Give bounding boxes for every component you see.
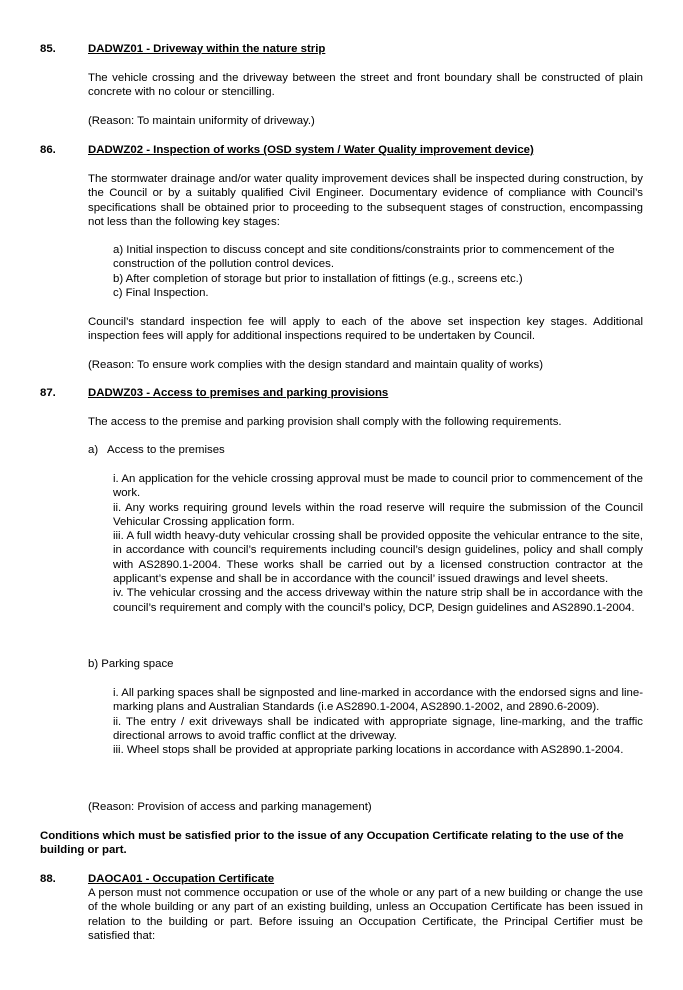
- condition-86-fee-note: Council’s standard inspection fee will apply to each of the above set inspection key stages. Additional inspection fees will apply for additional inspections required to be undertaken by Council.: [88, 316, 643, 343]
- condition-number: 88.: [40, 873, 56, 885]
- condition-86-reason: (Reason: To ensure work complies with the design standard and maintain quality of works): [88, 359, 544, 371]
- list-item: c) Final Inspection.: [113, 286, 209, 299]
- condition-number: 86.: [40, 144, 56, 156]
- section-b-label: b) Parking space: [88, 658, 174, 670]
- condition-title: DADWZ03 - Access to premises and parking provisions: [88, 387, 389, 399]
- list-item: b) After completion of storage but prior to installation of fittings (e.g., screens etc.): [113, 272, 523, 285]
- section-a-label: a) Access to the premises: [88, 444, 225, 456]
- list-item: ii. Any works requiring ground levels within the road reserve will require the submission of the Council Vehicular Crossing application form.: [113, 501, 643, 528]
- condition-85-reason: (Reason: To maintain uniformity of driveway.): [88, 115, 315, 127]
- condition-85-body: The vehicle crossing and the driveway between the street and front boundary shall be constructed of plain concrete with no colour or stencilling.: [88, 72, 643, 99]
- occupation-section-heading: Conditions which must be satisfied prior to the issue of any Occupation Certificate relating to the use of the building or part.: [40, 830, 624, 857]
- condition-number: 87.: [40, 387, 56, 399]
- condition-number: 85.: [40, 43, 56, 55]
- section-b-list: [113, 686, 643, 757]
- condition-title: DADWZ01 - Driveway within the nature strip: [88, 43, 326, 55]
- condition-title: DADWZ02 - Inspection of works (OSD system / Water Quality improvement device): [88, 144, 534, 156]
- list-item: a) Initial inspection to discuss concept and site conditions/constraints prior to commencement of the construction of the pollution control devices.: [113, 244, 615, 271]
- condition-87-reason: (Reason: Provision of access and parking management): [88, 801, 372, 813]
- list-item: i. All parking spaces shall be signposted and line-marked in accordance with the endorsed signs and line-marking plans and Australian Standards (i.e AS2890.1-2004, AS2890.1-2002, and 2890.6-2009).: [113, 687, 643, 714]
- condition-87-intro: The access to the premise and parking provision shall comply with the following requirements.: [88, 416, 562, 428]
- section-a-list: [113, 472, 643, 615]
- condition-86-body: The stormwater drainage and/or water quality improvement devices shall be inspected during construction, by the Council or by a suitably qualified Civil Engineer. Documentary evidence of compliance with Council’s specifications shall be obtained prior to proceeding to the subsequent stages of construction, encompassing not less than the following key stages:: [88, 173, 643, 228]
- list-item: iii. Wheel stops shall be provided at appropriate parking locations in accordance with AS2890.1-2004.: [113, 744, 624, 757]
- list-item: iii. A full width heavy-duty vehicular crossing shall be provided opposite the vehicular entrance to the site, in accordance with council’s requirements including council’s design guidelines, policy and shall comply with AS2890.1-2004. These works shall be carried out by a licensed construction contractor at the applicant’s expense and shall be in accordance with the council’ issued drawings and level sheets.: [113, 530, 643, 586]
- list-item: iv. The vehicular crossing and the access driveway within the nature strip shall be in accordance with the council’s requirement and comply with the council’s policy, DCP, Design guidelines and AS2890.1-2004.: [113, 587, 643, 614]
- condition-88-body: A person must not commence occupation or use of the whole or any part of a new building or change the use of the whole building or any part of an existing building, unless an Occupation Certificate has been issued in relation to the building or part. Before issuing an Occupation Certificate, the Principal Certifier must be satisfied that:: [88, 887, 643, 942]
- condition-title: DAOCA01 - Occupation Certificate: [88, 873, 275, 885]
- inspection-stages-list: [113, 243, 643, 300]
- list-item: i. An application for the vehicle crossing approval must be made to council prior to commencement of the work.: [113, 473, 643, 500]
- list-item: ii. The entry / exit driveways shall be indicated with appropriate signage, line-marking, and the traffic directional arrows to avoid traffic conflict at the driveway.: [113, 715, 643, 742]
